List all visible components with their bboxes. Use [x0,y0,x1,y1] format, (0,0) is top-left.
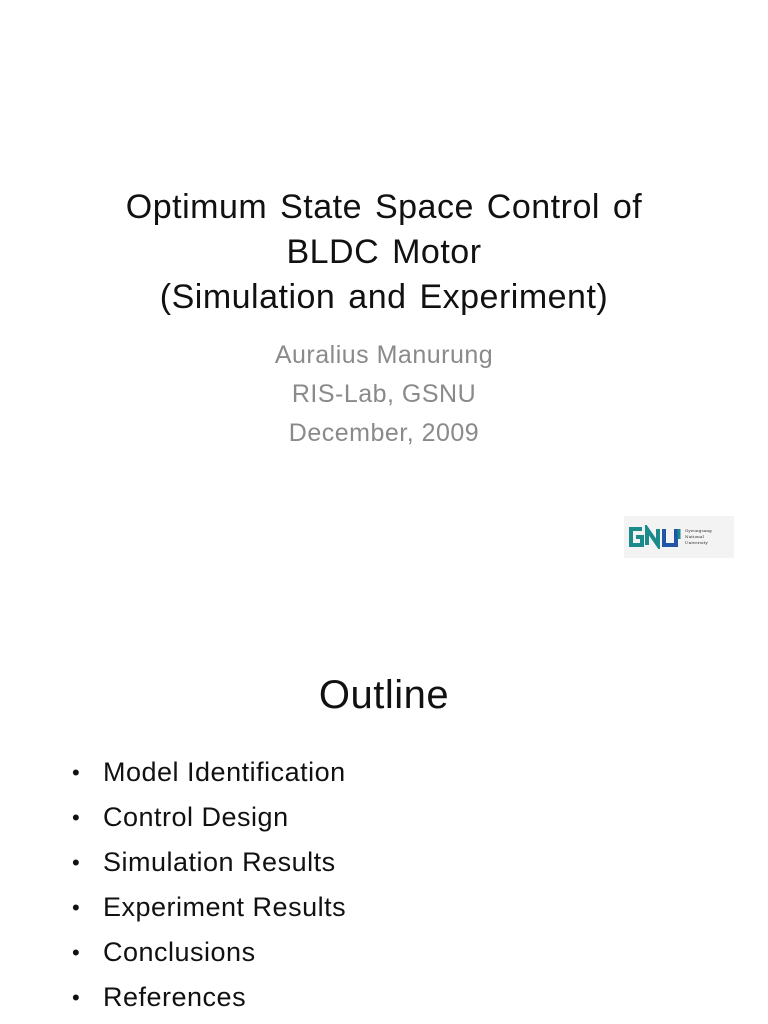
list-item [72,975,346,1020]
university-logo [624,516,734,558]
title-line-2: BLDC Motor [286,233,482,271]
slide-subtitle [0,336,768,453]
outline-title: Outline [318,673,450,717]
title-line-1: Optimum State Space Control of [125,188,643,226]
bullet-icon: • [72,939,81,965]
list-item-text: References [103,982,247,1012]
logo-text-line-1: Gyeongsang [685,528,712,533]
list-item [72,885,346,930]
list-item [72,795,346,840]
list-item [72,750,346,795]
bullet-icon: • [72,894,81,920]
presentation-date: December, 2009 [288,419,480,447]
logo-text-line-2: National [685,534,705,539]
list-item-text: Conclusions [103,937,256,967]
bullet-icon: • [72,759,81,785]
slide-title [0,185,768,320]
author-name: Auralius Manurung [274,341,494,369]
logo-text-line-3: University [685,540,708,545]
logo-wordmark [685,528,712,546]
bullet-icon: • [72,804,81,830]
title-line-3: (Simulation and Experiment) [159,278,609,316]
list-item [72,930,346,975]
list-item-text: Model Identification [103,757,346,787]
list-item-text: Simulation Results [103,847,336,877]
list-item-text: Control Design [103,802,289,832]
outline-list [72,750,346,1020]
bullet-icon: • [72,984,81,1010]
list-item [72,840,346,885]
gnu-logo-icon [628,525,684,549]
affiliation: RIS-Lab, GSNU [291,380,477,408]
list-item-text: Experiment Results [103,892,347,922]
bullet-icon: • [72,849,81,875]
outline-slide [0,610,768,1024]
